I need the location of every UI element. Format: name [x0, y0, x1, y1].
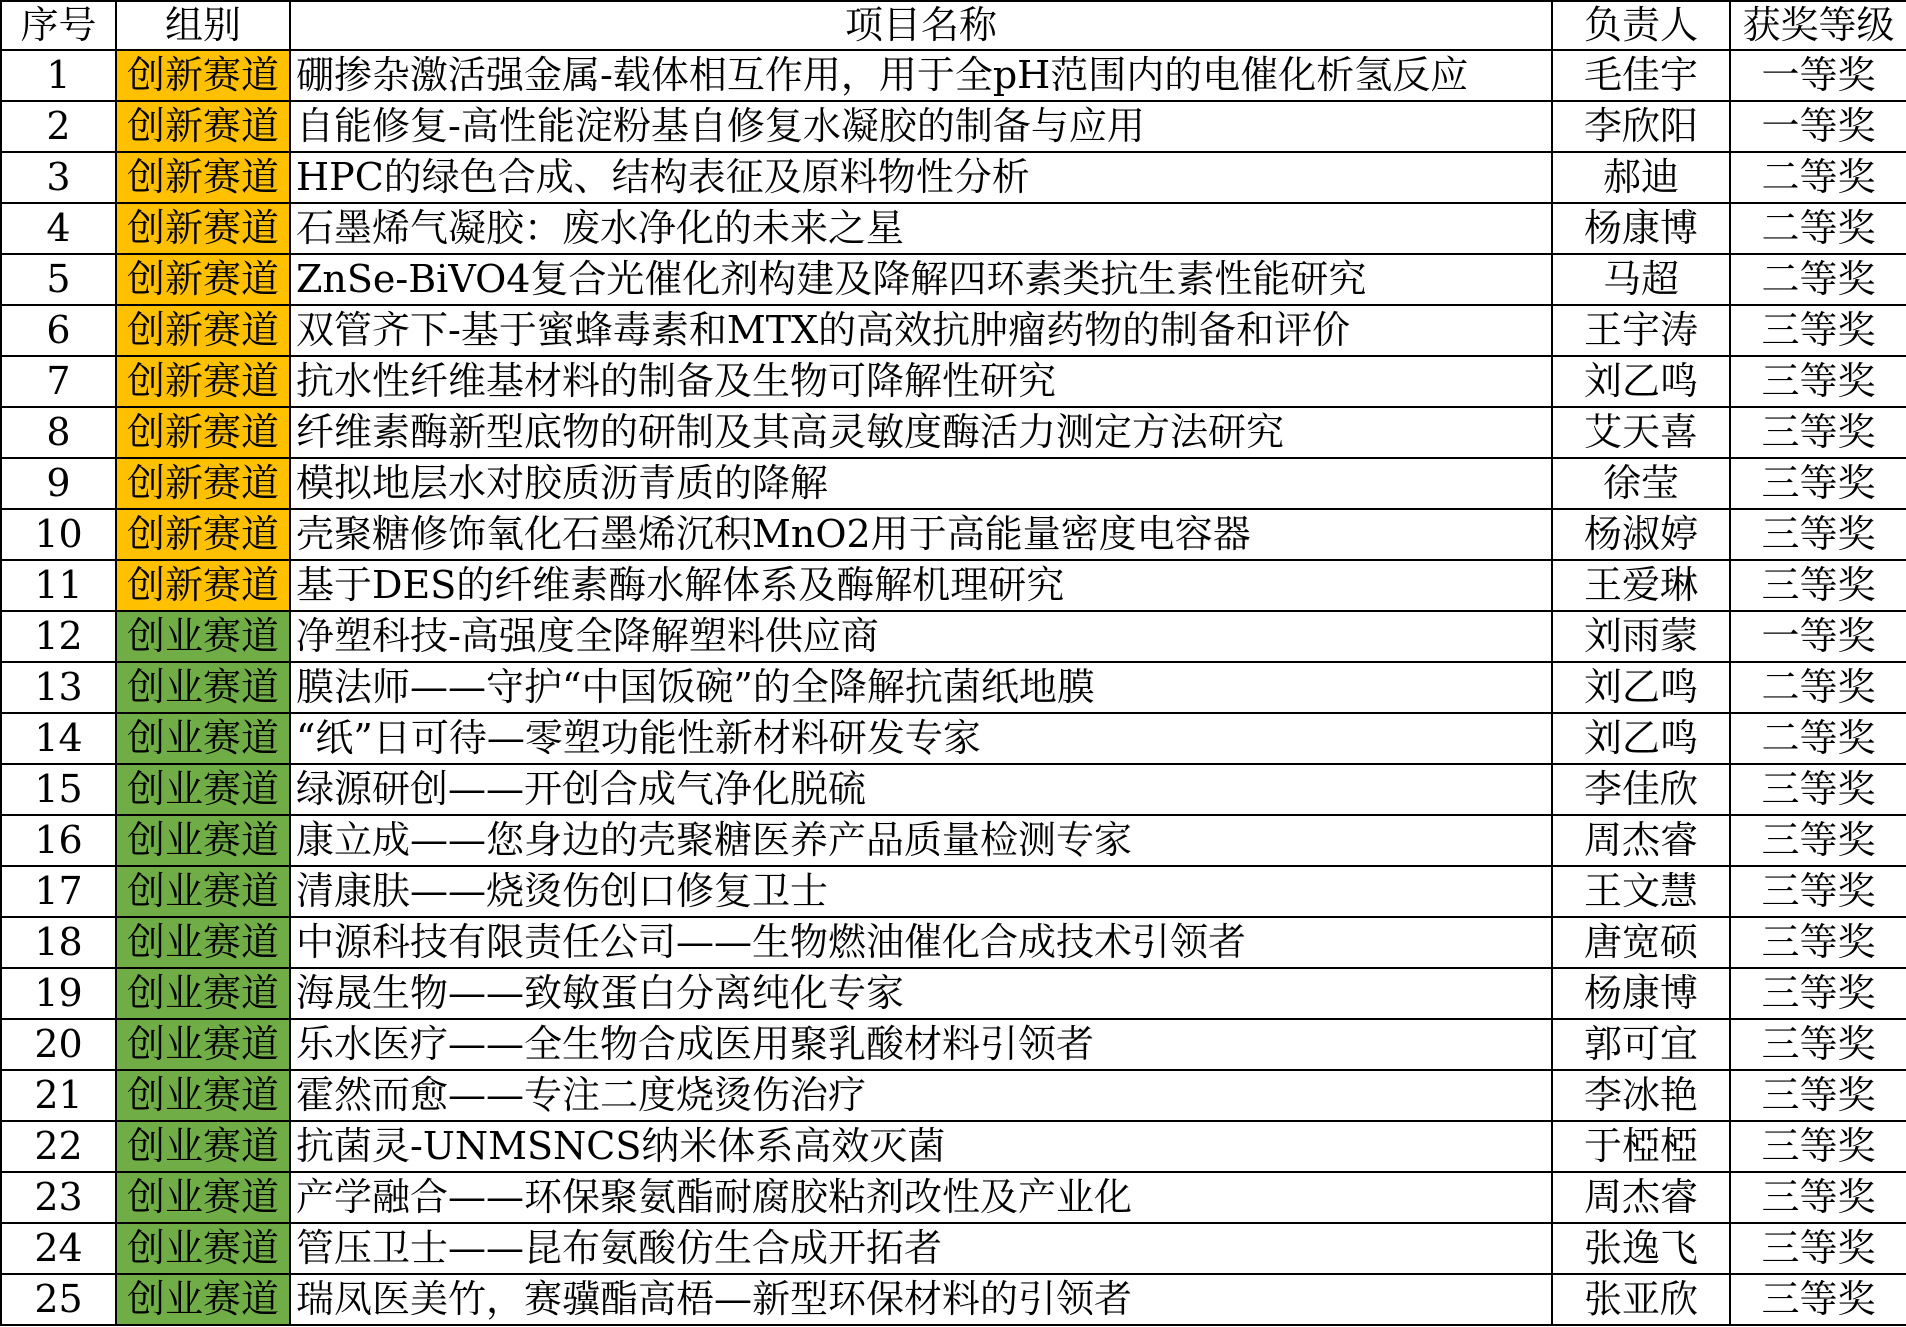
cell-group-badge: 创业赛道 [116, 713, 290, 764]
cell-index: 11 [1, 560, 116, 611]
cell-leader: 张亚欣 [1552, 1274, 1730, 1325]
cell-group-badge: 创新赛道 [116, 203, 290, 254]
cell-group-badge: 创新赛道 [116, 254, 290, 305]
cell-project-name: 基于DES的纤维素酶水解体系及酶解机理研究 [290, 560, 1552, 611]
cell-index: 17 [1, 866, 116, 917]
cell-index: 24 [1, 1223, 116, 1274]
cell-group-badge: 创业赛道 [116, 764, 290, 815]
cell-index: 4 [1, 203, 116, 254]
cell-project-name: 海晟生物——致敏蛋白分离纯化专家 [290, 968, 1552, 1019]
cell-group-badge: 创新赛道 [116, 152, 290, 203]
cell-leader: 刘乙鸣 [1552, 713, 1730, 764]
cell-leader: 王爱琳 [1552, 560, 1730, 611]
cell-leader: 刘乙鸣 [1552, 662, 1730, 713]
table-row [1, 1019, 1906, 1070]
table-row [1, 713, 1906, 764]
cell-award-level: 二等奖 [1730, 254, 1906, 305]
cell-award-level: 二等奖 [1730, 713, 1906, 764]
cell-award-level: 三等奖 [1730, 866, 1906, 917]
header-leader: 负责人 [1552, 1, 1730, 50]
cell-group-badge: 创业赛道 [116, 815, 290, 866]
cell-award-level: 三等奖 [1730, 1121, 1906, 1172]
cell-project-name: 壳聚糖修饰氧化石墨烯沉积MnO2用于高能量密度电容器 [290, 509, 1552, 560]
cell-index: 18 [1, 917, 116, 968]
cell-award-level: 三等奖 [1730, 815, 1906, 866]
cell-group-badge: 创业赛道 [116, 866, 290, 917]
cell-leader: 刘雨蒙 [1552, 611, 1730, 662]
cell-leader: 李欣阳 [1552, 101, 1730, 152]
cell-award-level: 一等奖 [1730, 611, 1906, 662]
header-award: 获奖等级 [1730, 1, 1906, 50]
cell-project-name: 抗菌灵-UNMSNCS纳米体系高效灭菌 [290, 1121, 1552, 1172]
cell-index: 25 [1, 1274, 116, 1325]
cell-group-badge: 创新赛道 [116, 407, 290, 458]
header-project: 项目名称 [290, 1, 1552, 50]
cell-project-name: 石墨烯气凝胶：废水净化的未来之星 [290, 203, 1552, 254]
cell-index: 23 [1, 1172, 116, 1223]
header-group: 组别 [116, 1, 290, 50]
cell-index: 7 [1, 356, 116, 407]
cell-group-badge: 创新赛道 [116, 560, 290, 611]
cell-group-badge: 创业赛道 [116, 917, 290, 968]
cell-group-badge: 创新赛道 [116, 458, 290, 509]
cell-index: 22 [1, 1121, 116, 1172]
cell-project-name: 霍然而愈——专注二度烧烫伤治疗 [290, 1070, 1552, 1121]
cell-group-badge: 创新赛道 [116, 305, 290, 356]
table-row [1, 1172, 1906, 1223]
cell-leader: 艾天喜 [1552, 407, 1730, 458]
cell-project-name: 产学融合——环保聚氨酯耐腐胶粘剂改性及产业化 [290, 1172, 1552, 1223]
cell-award-level: 三等奖 [1730, 458, 1906, 509]
table-row [1, 560, 1906, 611]
table-row [1, 407, 1906, 458]
table-row [1, 50, 1906, 101]
cell-leader: 杨康博 [1552, 203, 1730, 254]
cell-leader: 杨康博 [1552, 968, 1730, 1019]
cell-award-level: 三等奖 [1730, 560, 1906, 611]
table-row [1, 968, 1906, 1019]
cell-index: 14 [1, 713, 116, 764]
cell-leader: 毛佳宇 [1552, 50, 1730, 101]
table-row [1, 305, 1906, 356]
cell-project-name: HPC的绿色合成、结构表征及原料物性分析 [290, 152, 1552, 203]
cell-index: 20 [1, 1019, 116, 1070]
cell-award-level: 三等奖 [1730, 1019, 1906, 1070]
cell-group-badge: 创新赛道 [116, 50, 290, 101]
cell-project-name: 绿源研创——开创合成气净化脱硫 [290, 764, 1552, 815]
cell-leader: 郭可宜 [1552, 1019, 1730, 1070]
cell-project-name: 净塑科技-高强度全降解塑料供应商 [290, 611, 1552, 662]
cell-award-level: 三等奖 [1730, 1223, 1906, 1274]
table-row [1, 1274, 1906, 1325]
cell-award-level: 三等奖 [1730, 305, 1906, 356]
table-row [1, 866, 1906, 917]
cell-project-name: 纤维素酶新型底物的研制及其高灵敏度酶活力测定方法研究 [290, 407, 1552, 458]
cell-leader: 唐宽硕 [1552, 917, 1730, 968]
cell-index: 12 [1, 611, 116, 662]
cell-award-level: 三等奖 [1730, 764, 1906, 815]
cell-group-badge: 创业赛道 [116, 1172, 290, 1223]
cell-project-name: 瑞凤医美竹，赛骥酯高梧—新型环保材料的引领者 [290, 1274, 1552, 1325]
cell-project-name: 清康肤——烧烫伤创口修复卫士 [290, 866, 1552, 917]
table-row [1, 356, 1906, 407]
header-index: 序号 [1, 1, 116, 50]
cell-leader: 周杰睿 [1552, 1172, 1730, 1223]
cell-project-name: 抗水性纤维基材料的制备及生物可降解性研究 [290, 356, 1552, 407]
cell-leader: 李佳欣 [1552, 764, 1730, 815]
table-row [1, 1223, 1906, 1274]
table-row [1, 509, 1906, 560]
cell-group-badge: 创业赛道 [116, 1019, 290, 1070]
cell-project-name: 双管齐下-基于蜜蜂毒素和MTX的高效抗肿瘤药物的制备和评价 [290, 305, 1552, 356]
table-row [1, 1070, 1906, 1121]
cell-index: 10 [1, 509, 116, 560]
cell-leader: 马超 [1552, 254, 1730, 305]
table-row [1, 815, 1906, 866]
table-header [1, 1, 1906, 50]
cell-index: 5 [1, 254, 116, 305]
cell-award-level: 三等奖 [1730, 1274, 1906, 1325]
cell-leader: 于椏椏 [1552, 1121, 1730, 1172]
cell-leader: 李冰艳 [1552, 1070, 1730, 1121]
cell-award-level: 三等奖 [1730, 509, 1906, 560]
cell-group-badge: 创业赛道 [116, 1121, 290, 1172]
cell-project-name: 膜法师——守护“中国饭碗”的全降解抗菌纸地膜 [290, 662, 1552, 713]
cell-award-level: 三等奖 [1730, 356, 1906, 407]
table-row [1, 152, 1906, 203]
cell-index: 2 [1, 101, 116, 152]
cell-index: 16 [1, 815, 116, 866]
cell-group-badge: 创业赛道 [116, 968, 290, 1019]
table-row [1, 1121, 1906, 1172]
cell-index: 1 [1, 50, 116, 101]
table-row [1, 917, 1906, 968]
table-row [1, 764, 1906, 815]
cell-group-badge: 创业赛道 [116, 1070, 290, 1121]
cell-index: 6 [1, 305, 116, 356]
cell-project-name: 中源科技有限责任公司——生物燃油催化合成技术引领者 [290, 917, 1552, 968]
cell-project-name: 硼掺杂激活强金属-载体相互作用，用于全pH范围内的电催化析氢反应 [290, 50, 1552, 101]
cell-index: 13 [1, 662, 116, 713]
cell-group-badge: 创业赛道 [116, 1223, 290, 1274]
cell-award-level: 三等奖 [1730, 407, 1906, 458]
cell-index: 19 [1, 968, 116, 1019]
cell-award-level: 一等奖 [1730, 50, 1906, 101]
cell-project-name: ZnSe-BiVO4复合光催化剂构建及降解四环素类抗生素性能研究 [290, 254, 1552, 305]
table-body [1, 50, 1906, 1325]
cell-leader: 郝迪 [1552, 152, 1730, 203]
table-row [1, 254, 1906, 305]
cell-award-level: 三等奖 [1730, 917, 1906, 968]
cell-index: 15 [1, 764, 116, 815]
cell-award-level: 二等奖 [1730, 662, 1906, 713]
cell-leader: 刘乙鸣 [1552, 356, 1730, 407]
cell-group-badge: 创新赛道 [116, 509, 290, 560]
header-row [1, 1, 1906, 50]
cell-award-level: 二等奖 [1730, 203, 1906, 254]
cell-project-name: “纸”日可待—零塑功能性新材料研发专家 [290, 713, 1552, 764]
table-row [1, 611, 1906, 662]
cell-award-level: 三等奖 [1730, 968, 1906, 1019]
cell-index: 8 [1, 407, 116, 458]
cell-leader: 王宇涛 [1552, 305, 1730, 356]
cell-leader: 周杰睿 [1552, 815, 1730, 866]
cell-project-name: 乐水医疗——全生物合成医用聚乳酸材料引领者 [290, 1019, 1552, 1070]
cell-group-badge: 创新赛道 [116, 101, 290, 152]
table-row [1, 203, 1906, 254]
cell-group-badge: 创新赛道 [116, 356, 290, 407]
cell-project-name: 管压卫士——昆布氨酸仿生合成开拓者 [290, 1223, 1552, 1274]
cell-award-level: 三等奖 [1730, 1172, 1906, 1223]
table-row [1, 101, 1906, 152]
cell-group-badge: 创业赛道 [116, 1274, 290, 1325]
cell-leader: 王文慧 [1552, 866, 1730, 917]
cell-leader: 杨淑婷 [1552, 509, 1730, 560]
cell-group-badge: 创业赛道 [116, 662, 290, 713]
cell-award-level: 一等奖 [1730, 101, 1906, 152]
cell-index: 21 [1, 1070, 116, 1121]
cell-index: 9 [1, 458, 116, 509]
table-row [1, 662, 1906, 713]
cell-leader: 徐莹 [1552, 458, 1730, 509]
cell-award-level: 二等奖 [1730, 152, 1906, 203]
cell-index: 3 [1, 152, 116, 203]
cell-leader: 张逸飞 [1552, 1223, 1730, 1274]
cell-award-level: 三等奖 [1730, 1070, 1906, 1121]
cell-project-name: 康立成——您身边的壳聚糖医养产品质量检测专家 [290, 815, 1552, 866]
table-row [1, 458, 1906, 509]
cell-project-name: 模拟地层水对胶质沥青质的降解 [290, 458, 1552, 509]
cell-project-name: 自能修复-高性能淀粉基自修复水凝胶的制备与应用 [290, 101, 1552, 152]
cell-group-badge: 创业赛道 [116, 611, 290, 662]
